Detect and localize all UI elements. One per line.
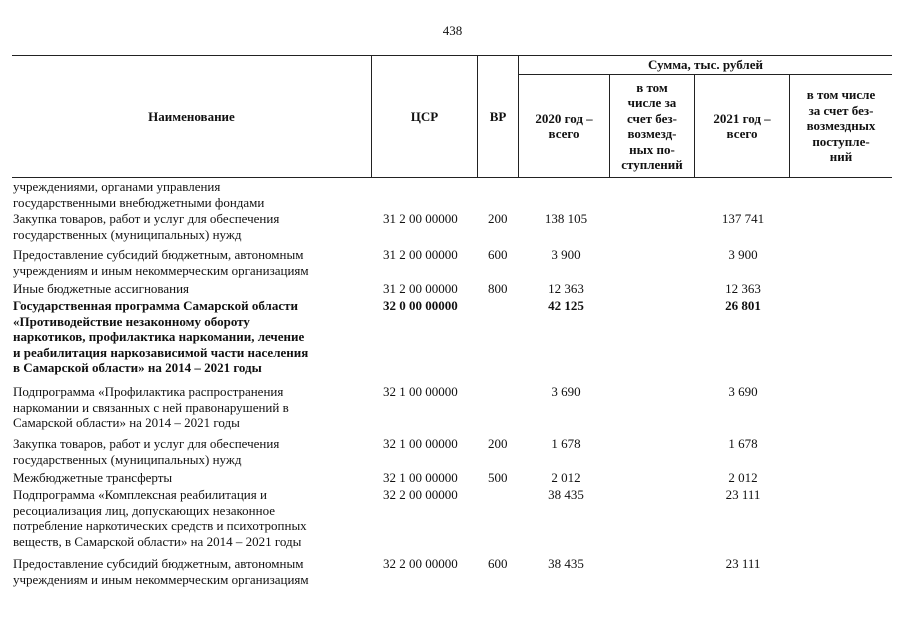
header-bottom-border (12, 177, 892, 178)
row-sum-2021: 1 678 (728, 436, 758, 451)
row-sum-2020: 12 363 (548, 281, 584, 296)
row-csr: 31 2 00 00000 (383, 281, 458, 296)
row-name: Межбюджетные трансферты (13, 470, 173, 485)
row-sum-2021: 26 801 (725, 298, 761, 313)
row-sum-2020: 42 125 (548, 298, 584, 313)
row-csr: 31 2 00 00000 (383, 247, 458, 262)
row-csr: 32 1 00 00000 (383, 436, 458, 451)
row-sum-2020: 38 435 (548, 556, 584, 571)
row-name: Закупка товаров, работ и услуг для обеспечения государственных (муниципальных) нужд (13, 436, 280, 467)
row-sum-2020: 38 435 (548, 487, 584, 502)
header-2021-free: в том числе за счет без- возмездных поступле- ний (806, 87, 876, 165)
header-csr: ЦСР (410, 108, 439, 124)
header-2021-total: 2021 год – всего (713, 110, 771, 141)
row-vr: 200 (488, 436, 508, 451)
row-csr: 31 2 00 00000 (383, 211, 458, 226)
row-csr: 32 1 00 00000 (383, 470, 458, 485)
row-sum-2021: 137 741 (721, 211, 765, 226)
row-vr: 500 (488, 470, 508, 485)
row-csr: 32 2 00 00000 (383, 556, 458, 571)
header-sum-group: Сумма, тыс. рублей (648, 57, 763, 73)
row-sum-2020: 3 900 (551, 247, 581, 262)
row-sum-2021: 2 012 (728, 470, 758, 485)
row-name: Предоставление субсидий бюджетным, автономным учреждениям и иным некоммерческим организациям (13, 556, 309, 587)
header-2020-total: 2020 год – всего (535, 110, 593, 141)
row-csr: 32 0 00 00000 (383, 298, 458, 313)
row-sum-2020: 138 105 (544, 211, 588, 226)
row-name: Предоставление субсидий бюджетным, автономным учреждениям и иным некоммерческим организациям (13, 247, 309, 278)
row-sum-2021: 23 111 (725, 487, 761, 502)
row-sum-2020: 2 012 (551, 470, 581, 485)
row-name: Иные бюджетные ассигнования (13, 281, 190, 296)
row-vr: 600 (488, 556, 508, 571)
header-2020-free: в том числе за счет без- возмезд- ных по- ступлений (621, 79, 683, 172)
row-sum-2021: 12 363 (725, 281, 761, 296)
row-csr: 32 2 00 00000 (383, 487, 458, 502)
row-name: Закупка товаров, работ и услуг для обеспечения государственных (муниципальных) нужд (13, 211, 280, 242)
row-sum-2021: 23 111 (725, 556, 761, 571)
row-name: Подпрограмма «Комплексная реабилитация и ресоциализация лиц, допускающих незаконное потребление наркотических средств и психотропных веществ, в Самарской области» на 2014 – 2021 годы (13, 487, 307, 549)
row-sum-2020: 1 678 (551, 436, 581, 451)
row-vr: 200 (488, 211, 508, 226)
row-sum-2021: 3 690 (728, 384, 758, 399)
page-number: 438 (442, 23, 463, 38)
row-vr: 800 (488, 281, 508, 296)
row-sum-2021: 3 900 (728, 247, 758, 262)
row-vr: 600 (488, 247, 508, 262)
row-name: учреждениями, органами управления государственными внебюджетными фондами (13, 179, 265, 210)
row-name: Подпрограмма «Профилактика распространения наркомании и связанных с ней правонарушений в Самарской области» на 2014 – 2021 годы (13, 384, 289, 430)
header-vr: ВР (489, 108, 507, 124)
row-name: Государственная программа Самарской области «Противодействие незаконному обороту наркотиков, профилактика наркомании, лечение и реабилитация наркозависимой части населения в Самарской области» на 2014 – 2021 годы (13, 298, 309, 375)
row-sum-2020: 3 690 (551, 384, 581, 399)
row-csr: 32 1 00 00000 (383, 384, 458, 399)
header-name: Наименование (148, 108, 235, 124)
